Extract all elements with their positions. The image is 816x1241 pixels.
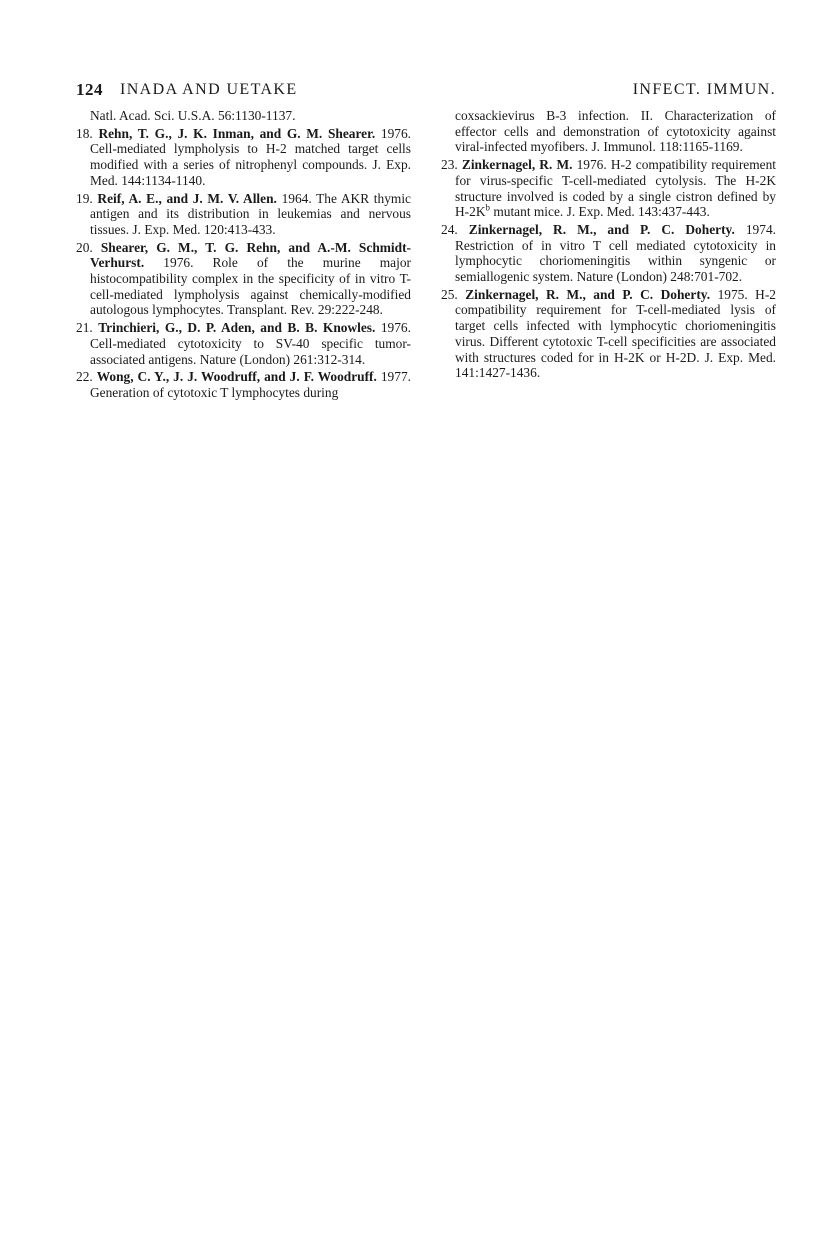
reference-authors: Zinkernagel, R. M., and P. C. Doherty. [465,286,711,302]
reference-22 [76,369,411,400]
reference-text-cont: mutant mice. J. Exp. Med. 143:437-443. [490,204,710,220]
reference-number: 25. [441,286,458,302]
reference-authors: Reif, A. E., and J. M. V. Allen. [97,190,277,206]
reference-number: 20. [76,239,93,255]
reference-authors: Zinkernagel, R. M., and P. C. Doherty. [468,221,735,237]
reference-text: 1976. H-2 compatibility requirement for virus-specific T-cell-mediated cytolysis. The H-2K structure involved is coded by a single cistron defined by H-2K [455,157,776,220]
reference-continuation: Natl. Acad. Sci. U.S.A. 56:1130-1137. [90,108,296,123]
reference-number: 19. [76,190,93,206]
reference-number: 21. [76,320,93,336]
superscript: b [485,202,490,213]
reference-authors: Trinchieri, G., D. P. Aden, and B. B. Knowles. [98,320,376,336]
reference-authors: Rehn, T. G., J. K. Inman, and G. M. Shearer. [98,125,376,141]
reference-text: 1974. Restriction of in vitro T cell mediated cytotoxicity in lymphocytic choriomeningitis within syngenic or semiallogenic system. Nature (London) 248:701-702. [455,221,776,285]
reference-number: 22. [76,369,93,385]
reference-number: 23. [441,157,458,173]
reference-continuation: coxsackievirus B-3 infection. II. Characterization of effector cells and demonstration of cytotoxicity against viral-infected myofibers. J. Immunol. 118:1165-1169. [455,108,776,155]
reference-authors: Zinkernagel, R. M. [461,157,573,173]
left-column [76,108,411,403]
reference-text: 1976. Cell-mediated lympholysis to H-2 matched target cells modified with a series of nitrophenyl compounds. J. Exp. Med. 144:1134-1140. [90,125,412,188]
reference-24 [441,222,776,285]
right-column [441,108,776,383]
reference-authors: Shearer, G. M., T. G. Rehn, and A.-M. Schmidt-Verhurst. [90,239,412,271]
reference-18 [76,126,411,189]
reference-authors: Wong, C. Y., J. J. Woodruff, and J. F. Woodruff. [96,369,377,385]
reference-20 [76,240,411,319]
page-header [76,80,776,102]
reference-text: 1977. Generation of cytotoxic T lymphocytes during [90,369,411,400]
reference-number: 18. [76,125,93,141]
reference-text: 1975. H-2 compatibility requirement for T-cell-mediated lysis of target cells infected with lymphocytic choriomeningitis virus. Different cytotoxic T-cell specificities are associated with structures coded for in H-2K or H-2D. J. Exp. Med. 141:1427-1436. [455,286,776,381]
reference-23 [441,157,776,220]
reference-21 [76,320,411,367]
journal-name: INFECT. IMMUN. [632,81,776,98]
page-number: 124 [76,80,103,99]
running-title: INADA AND UETAKE [120,81,298,98]
reference-number: 24. [441,221,458,237]
reference-text: 1976. Cell-mediated cytotoxicity to SV-40 specific tumor-associated antigens. Nature (London) 261:312-314. [90,320,411,367]
reference-text: 1976. Role of the murine major histocompatibility complex in the specificity of in vitro T-cell-mediated lympholysis against chemically-modified autologous lymphocytes. Transplant. Rev. 29:222-248. [90,255,411,318]
reference-19 [76,191,411,238]
reference-25 [441,287,776,381]
reference-text: 1964. The AKR thymic antigen and its distribution in leukemias and nervous tissues. J. Exp. Med. 120:413-433. [90,190,411,237]
